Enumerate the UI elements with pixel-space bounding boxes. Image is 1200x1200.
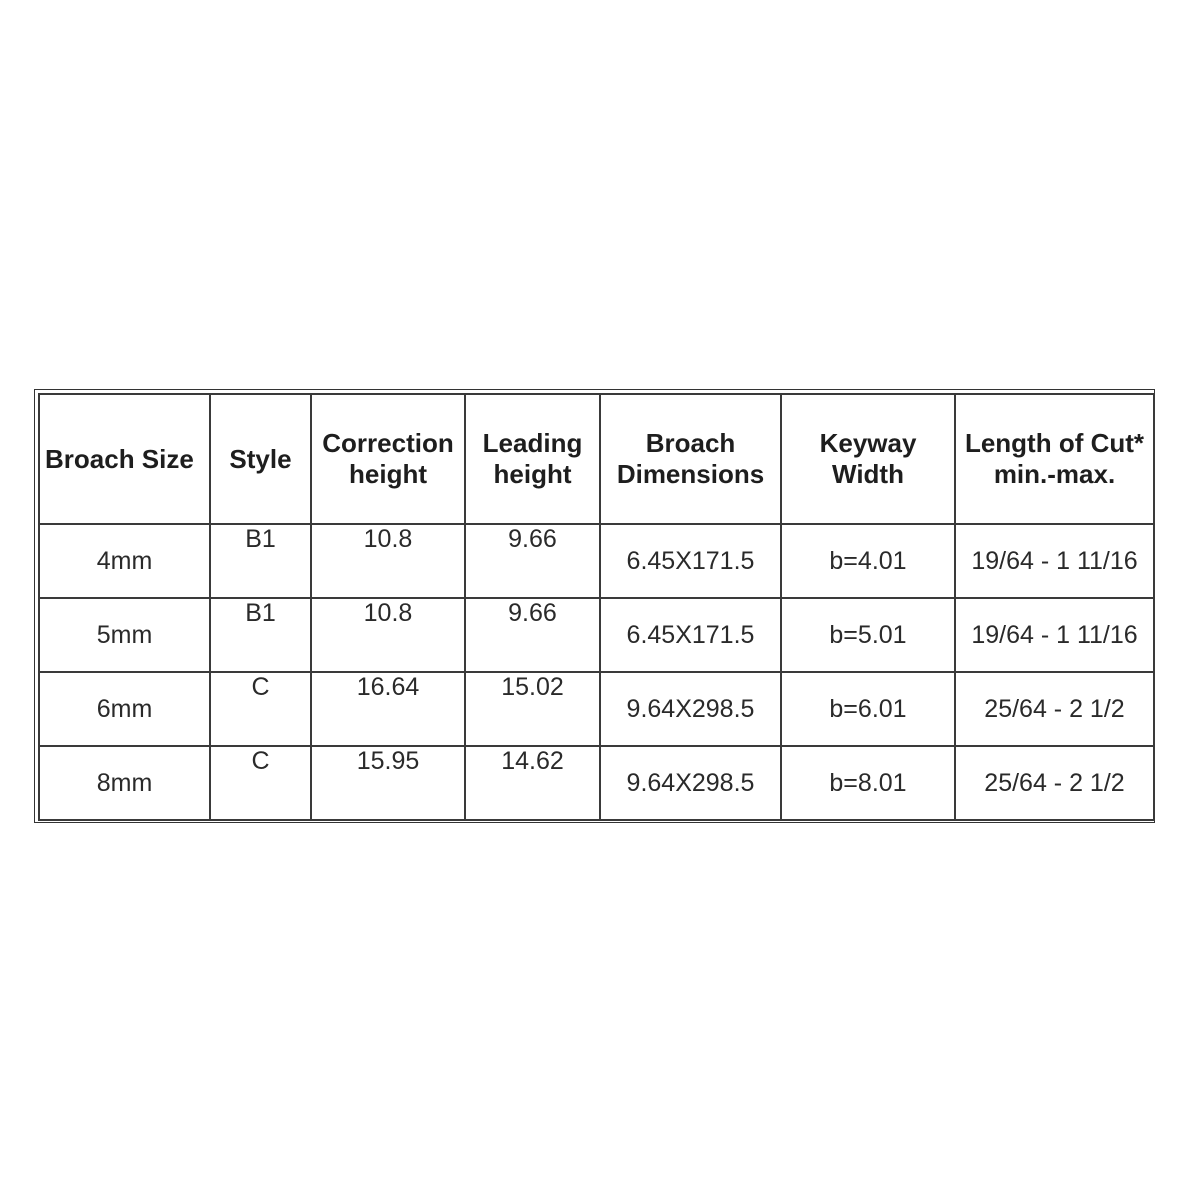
cell-keyway-width: b=6.01 <box>781 672 955 746</box>
table-row <box>39 746 1154 820</box>
broach-spec-table <box>38 393 1155 821</box>
header-broach-dimensions: Broach Dimensions <box>600 394 781 524</box>
cell-leading-height: 9.66 <box>465 598 600 672</box>
cell-leading-height: 15.02 <box>465 672 600 746</box>
cell-length-of-cut: 25/64 - 2 1/2 <box>955 746 1154 820</box>
cell-style: C <box>210 672 311 746</box>
table-row <box>39 672 1154 746</box>
header-correction-height: Correction height <box>311 394 465 524</box>
cell-broach-size: 6mm <box>39 672 210 746</box>
header-leading-height: Leading height <box>465 394 600 524</box>
cell-style: C <box>210 746 311 820</box>
cell-correction-height: 15.95 <box>311 746 465 820</box>
cell-broach-size: 8mm <box>39 746 210 820</box>
cell-broach-dimensions: 6.45X171.5 <box>600 598 781 672</box>
header-length-of-cut: Length of Cut* min.-max. <box>955 394 1154 524</box>
cell-length-of-cut: 19/64 - 1 11/16 <box>955 598 1154 672</box>
cell-keyway-width: b=5.01 <box>781 598 955 672</box>
cell-style: B1 <box>210 524 311 598</box>
header-keyway-width: Keyway Width <box>781 394 955 524</box>
broach-spec-table-frame <box>34 389 1155 823</box>
cell-broach-size: 4mm <box>39 524 210 598</box>
cell-broach-size: 5mm <box>39 598 210 672</box>
cell-broach-dimensions: 6.45X171.5 <box>600 524 781 598</box>
cell-correction-height: 16.64 <box>311 672 465 746</box>
cell-correction-height: 10.8 <box>311 524 465 598</box>
cell-broach-dimensions: 9.64X298.5 <box>600 746 781 820</box>
cell-broach-dimensions: 9.64X298.5 <box>600 672 781 746</box>
cell-keyway-width: b=8.01 <box>781 746 955 820</box>
cell-leading-height: 9.66 <box>465 524 600 598</box>
cell-style: B1 <box>210 598 311 672</box>
header-broach-size: Broach Size <box>39 394 210 524</box>
cell-leading-height: 14.62 <box>465 746 600 820</box>
cell-keyway-width: b=4.01 <box>781 524 955 598</box>
cell-length-of-cut: 19/64 - 1 11/16 <box>955 524 1154 598</box>
cell-correction-height: 10.8 <box>311 598 465 672</box>
table-row <box>39 524 1154 598</box>
table-row <box>39 598 1154 672</box>
cell-length-of-cut: 25/64 - 2 1/2 <box>955 672 1154 746</box>
header-style: Style <box>210 394 311 524</box>
header-row <box>39 394 1154 524</box>
